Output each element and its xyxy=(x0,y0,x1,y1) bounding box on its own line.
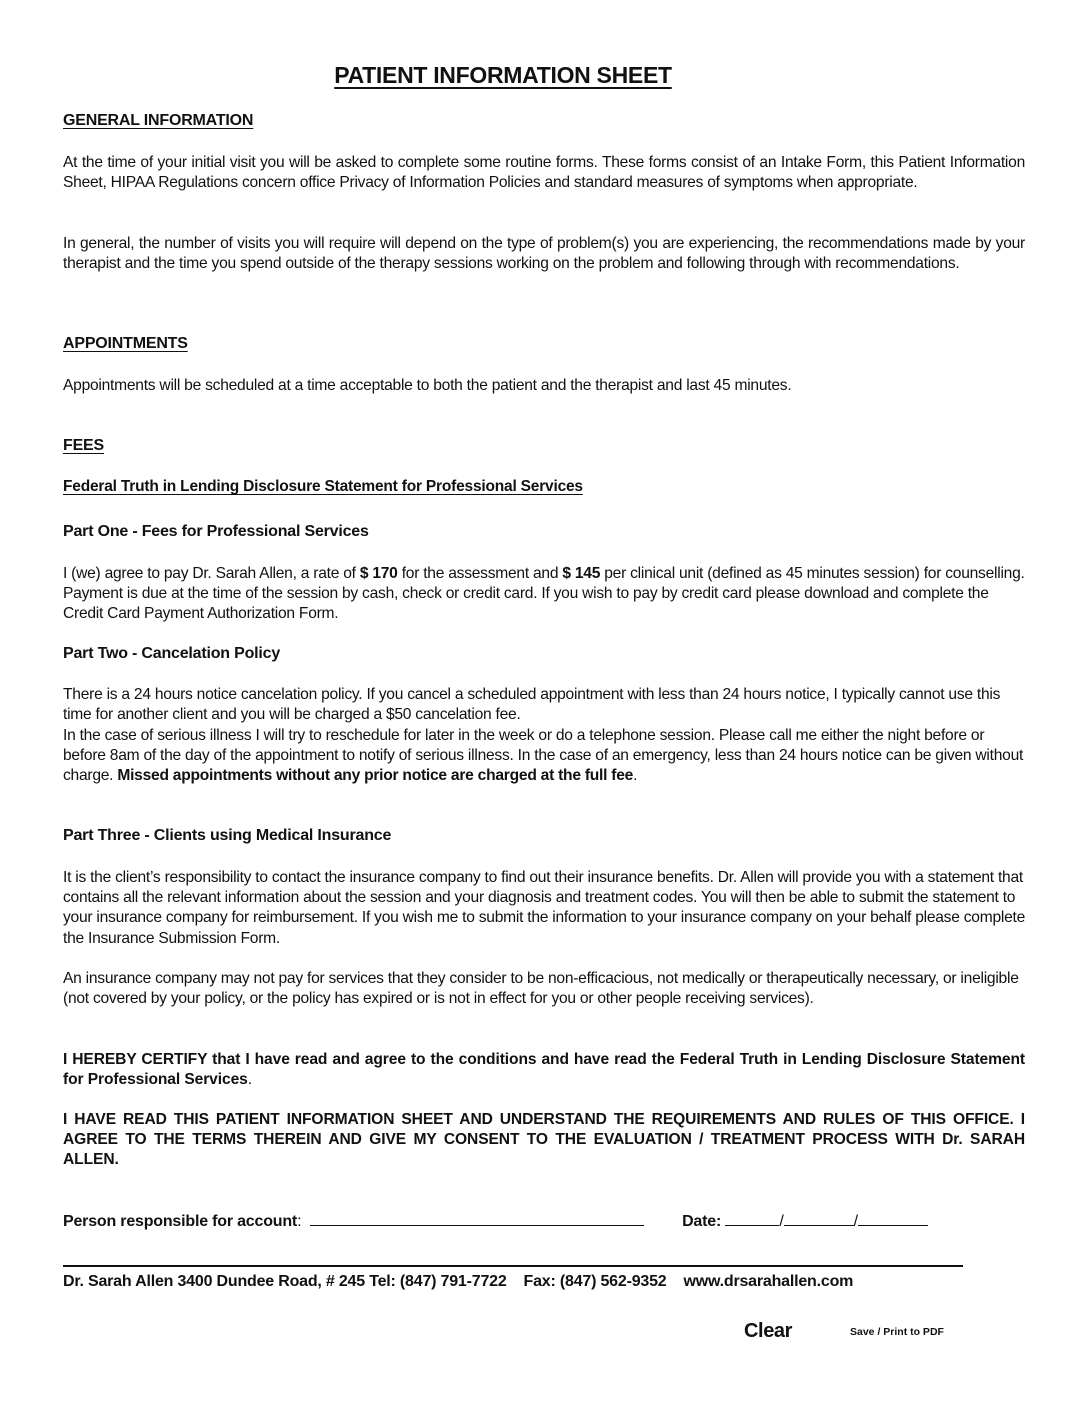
part-two-paragraph-1: There is a 24 hours notice cancelation policy. If you cancel a scheduled appointment with less than 24 hours notice, I typically cannot use this time for another client and you will be charged a $50 cancelation fee. xyxy=(63,686,1001,724)
person-responsible-colon: : xyxy=(297,1213,302,1230)
part-three-heading: Part Three - Clients using Medical Insurance xyxy=(63,827,392,844)
page-title-text: PATIENT INFORMATION SHEET xyxy=(334,62,672,88)
footer-website: www.drsarahallen.com xyxy=(683,1273,854,1290)
part-one-text: I (we) agree to pay Dr. Sarah Allen, a rate of xyxy=(63,565,360,582)
clear-button[interactable]: Clear xyxy=(744,1320,793,1342)
part-one-paragraph xyxy=(63,564,1025,625)
part-three-paragraph-2: An insurance company may not pay for services that they consider to be non-efficacious, not medically or therapeutically necessary, or ineligible (not covered by your policy, or the policy has expired or is not in effect for you or other people receiving services). xyxy=(63,970,1019,1008)
footer-divider xyxy=(63,1265,963,1267)
part-one-text: for the assessment and xyxy=(397,565,563,582)
certify-end: . xyxy=(247,1071,252,1089)
assessment-rate: $ 170 xyxy=(359,565,398,582)
part-three-paragraph-1: It is the client’s responsibility to contact the insurance company to find out their insurance benefits. Dr. Allen will provide you with a statement that contains all the relevant information about the session and your diagnosis and treatment codes. You will then be able to submit the statement to your insurance company for reimbursement. If you wish me to submit the information to your insurance company on your behalf please complete the Insurance Submission Form. xyxy=(63,869,1026,947)
missed-appointments-notice: Missed appointments without any prior notice are charged at the full fee xyxy=(117,767,634,785)
footer-contact xyxy=(63,1273,853,1291)
section-heading-fees: FEES xyxy=(63,437,104,454)
page-title xyxy=(0,62,1006,89)
footer-address: Dr. Sarah Allen 3400 Dundee Road, # 245 xyxy=(63,1273,365,1290)
date-label: Date: xyxy=(682,1213,722,1230)
certify-statement xyxy=(63,1050,1025,1090)
part-one-text: per clinical unit (defined as 45 minutes session) for counselling. Payment is due at the time of the session by cash, check or credit card. If you wish to pay by credit card please download and complete the Credit Card Payment Authorization Form. xyxy=(63,565,1025,623)
save-print-pdf-button[interactable]: Save / Print to PDF xyxy=(850,1326,944,1338)
person-responsible-label: Person responsible for account xyxy=(63,1213,298,1230)
footer-tel: Tel: (847) 791-7722 xyxy=(369,1273,507,1290)
signature-row xyxy=(63,1211,928,1231)
date-separator: / xyxy=(853,1213,858,1230)
certify-text: I HEREBY CERTIFY that I have read and agree to the conditions and have read the Federal Truth in Lending Disclosure Statement for Professional Services xyxy=(63,1051,1025,1089)
date-day-field[interactable] xyxy=(784,1211,854,1226)
person-responsible-field[interactable] xyxy=(310,1211,644,1226)
appointments-paragraph: Appointments will be scheduled at a time acceptable to both the patient and the therapist and last 45 minutes. xyxy=(63,377,792,394)
clinical-unit-rate: $ 145 xyxy=(562,565,601,582)
part-two-heading: Part Two - Cancelation Policy xyxy=(63,645,281,662)
date-separator: / xyxy=(779,1213,784,1230)
section-heading-appointments: APPOINTMENTS xyxy=(63,335,188,352)
consent-statement: I HAVE READ THIS PATIENT INFORMATION SHEET AND UNDERSTAND THE REQUIREMENTS AND RULES OF THIS OFFICE. I AGREE TO THE TERMS THEREIN AND GIVE MY CONSENT TO THE EVALUATION / TREATMENT PROCESS WITH Dr. SARAH ALLEN. xyxy=(63,1111,1025,1169)
footer-fax: Fax: (847) 562-9352 xyxy=(523,1273,667,1290)
disclosure-heading: Federal Truth in Lending Disclosure Statement for Professional Services xyxy=(63,478,583,495)
part-two-paragraph-2 xyxy=(63,726,1025,787)
part-two-text-end: . xyxy=(633,767,638,785)
general-paragraph-2: In general, the number of visits you will require will depend on the type of problem(s) you are experiencing, the recommendations made by your therapist and the time you spend outside of the therapy sessions working on the problem and following through with recommendations. xyxy=(63,235,1025,273)
date-year-field[interactable] xyxy=(858,1211,928,1226)
section-heading-general: GENERAL INFORMATION xyxy=(63,112,254,129)
part-one-heading: Part One - Fees for Professional Services xyxy=(63,523,369,540)
general-paragraph-1: At the time of your initial visit you will be asked to complete some routine forms. These forms consist of an Intake Form, this Patient Information Sheet, HIPAA Regulations concern office Privacy of Information Policies and standard measures of symptoms when appropriate. xyxy=(63,154,1025,192)
part-two-text: In the case of serious illness I will try to reschedule for later in the week or do a telephone session. Please call me either the night before or before 8am of the day of the appointment to notify of serious illness. In the case of an emergency, less than 24 hours notice can be given without charge. xyxy=(63,727,1024,785)
date-month-field[interactable] xyxy=(725,1211,779,1226)
